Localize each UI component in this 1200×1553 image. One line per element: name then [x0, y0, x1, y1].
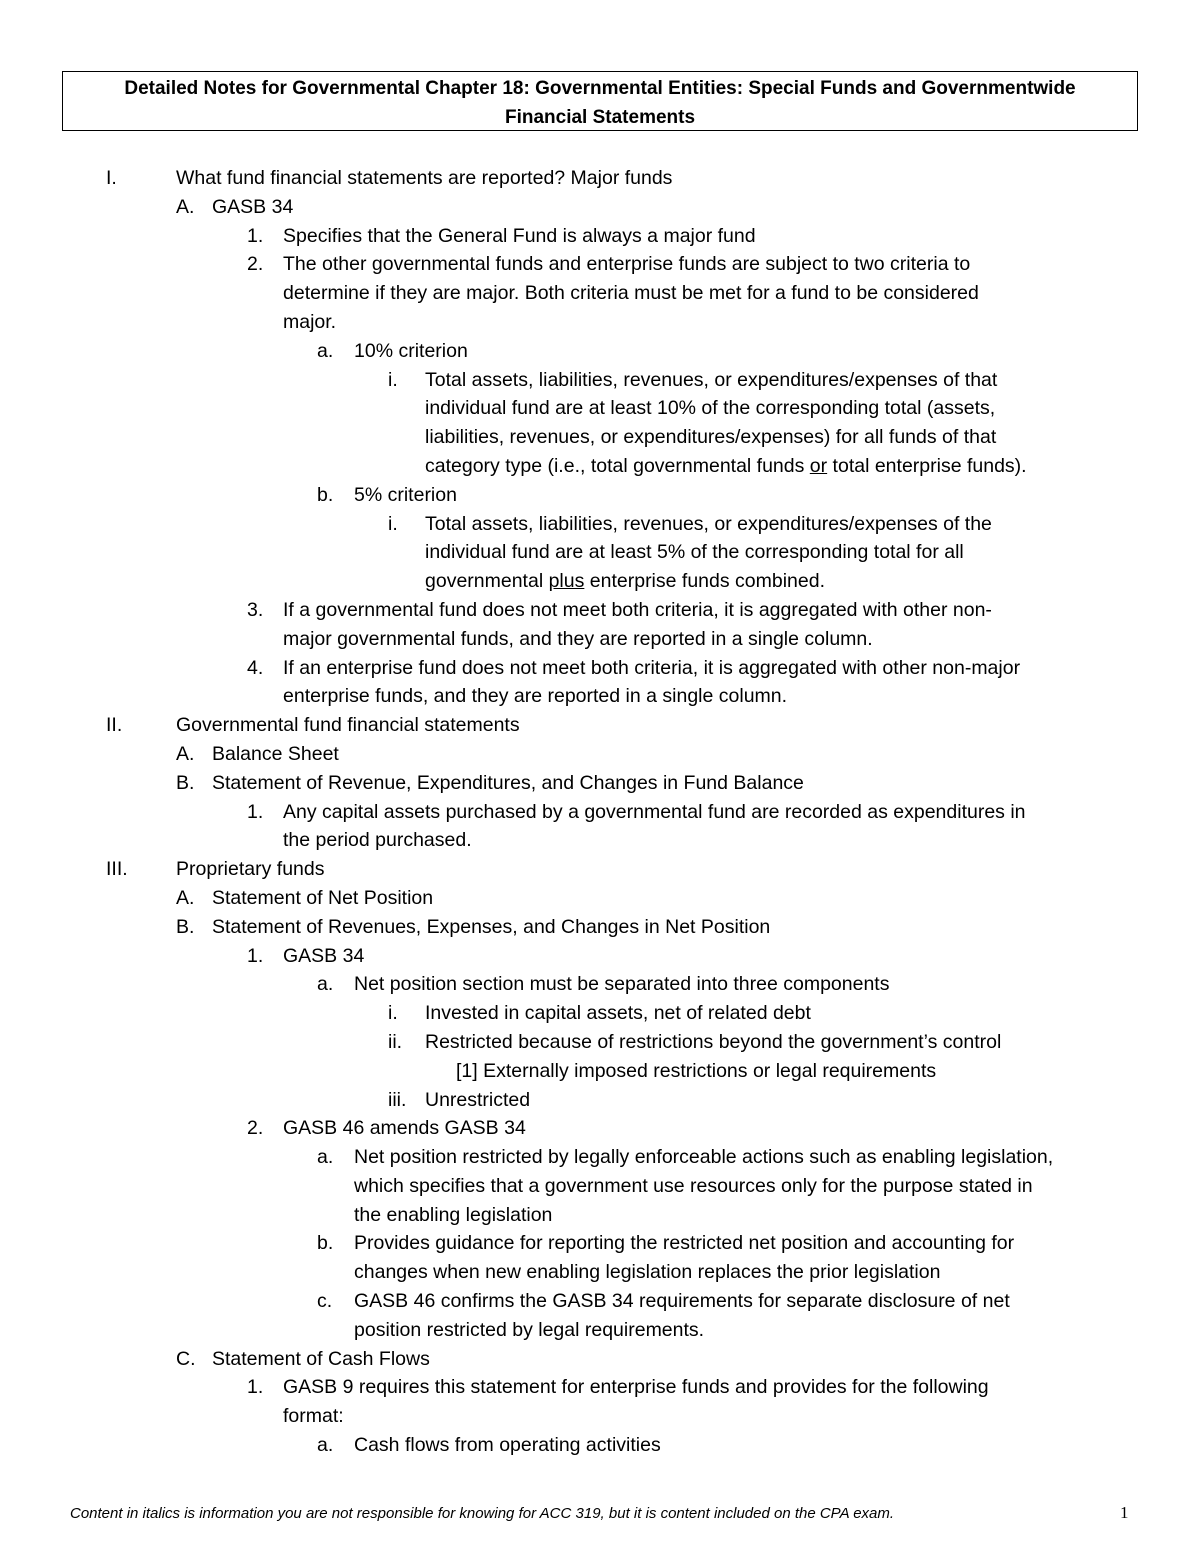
document-title — [62, 71, 1138, 131]
outline-item-text: individual fund are at least 10% of the corresponding total (assets, — [425, 397, 996, 420]
underlined-emphasis: plus — [548, 570, 585, 593]
outline-item-label: A. — [176, 195, 195, 218]
outline-item — [0, 1143, 1200, 1229]
outline-item-label: a. — [317, 1146, 334, 1169]
outline-item-text: If an enterprise fund does not meet both criteria, it is aggregated with other non-major — [283, 656, 1021, 679]
outline-item-text: GASB 46 confirms the GASB 34 requirements for separate disclosure of net — [354, 1290, 1010, 1313]
outline-item — [0, 913, 1200, 942]
outline-item — [0, 1373, 1200, 1431]
outline-item — [0, 855, 1200, 884]
outline-text-segment: governmental — [425, 570, 549, 593]
outline-text-segment: category type (i.e., total governmental funds — [425, 454, 810, 477]
outline-item — [0, 999, 1200, 1028]
outline-item — [0, 1057, 1200, 1086]
outline-item-label: II. — [106, 714, 123, 737]
outline-item-text: individual fund are at least 5% of the corresponding total for all — [425, 541, 964, 564]
outline-item-text: Governmental fund financial statements — [176, 714, 520, 737]
outline-item — [0, 654, 1200, 712]
outline-item-label: b. — [317, 483, 334, 506]
outline-item — [0, 337, 1200, 366]
outline-item-text: liabilities, revenues, or expenditures/expenses) for all funds of that — [425, 426, 997, 449]
outline-item-label: iii. — [388, 1088, 407, 1111]
outline-item-label: I. — [106, 167, 117, 189]
outline-item-text: Total assets, liabilities, revenues, or expenditures/expenses of that — [425, 368, 998, 391]
outline-text-segment: total enterprise funds). — [827, 454, 1027, 477]
outline-item — [0, 1287, 1200, 1345]
outline-item-text: major governmental funds, and they are reported in a single column. — [283, 627, 873, 650]
outline-item — [0, 596, 1200, 654]
underlined-emphasis: or — [809, 454, 828, 477]
outline-item-text: format: — [283, 1405, 344, 1428]
outline-item — [0, 1345, 1200, 1374]
outline-item — [0, 1114, 1200, 1143]
outline-item-text: GASB 9 requires this statement for enterprise funds and provides for the following — [283, 1376, 989, 1399]
outline-item-label: a. — [317, 1434, 334, 1457]
outline-item-label: 1. — [247, 1376, 264, 1399]
outline-item — [0, 366, 1200, 481]
outline-item-text: changes when new enabling legislation replaces the prior legislation — [354, 1261, 941, 1284]
outline-item-text: Statement of Net Position — [212, 886, 434, 909]
outline-body — [0, 164, 1200, 1460]
outline-item-text: Any capital assets purchased by a governmental fund are recorded as expenditures in — [283, 800, 1026, 823]
title-line-2: Financial Statements — [504, 107, 696, 128]
outline-item — [0, 711, 1200, 740]
outline-item-label: III. — [106, 858, 128, 881]
outline-item-text: Proprietary funds — [176, 858, 325, 881]
outline-item — [0, 193, 1200, 222]
outline-text-segment: enterprise funds combined. — [584, 570, 825, 593]
outline-item-text: Net position section must be separated into three components — [354, 973, 890, 996]
outline-item-label: B. — [176, 915, 195, 938]
outline-item-text: If a governmental fund does not meet both criteria, it is aggregated with other non- — [283, 598, 992, 621]
outline-item — [0, 970, 1200, 999]
outline-item-label: 1. — [247, 944, 264, 967]
outline-item-label: a. — [317, 973, 334, 996]
outline-item-text: Specifies that the General Fund is always a major fund — [283, 224, 756, 247]
outline-item-text: Restricted because of restrictions beyond the government’s control — [425, 1030, 1002, 1053]
outline-item-text: position restricted by legal requirements. — [354, 1318, 705, 1341]
outline-item-text: Total assets, liabilities, revenues, or expenditures/expenses of the — [425, 512, 992, 535]
outline-item-text: the enabling legislation — [354, 1203, 553, 1226]
outline-item-label: 4. — [247, 656, 264, 679]
outline-item-text: Cash flows from operating activities — [354, 1434, 661, 1457]
page-number: 1 — [1120, 1503, 1129, 1522]
outline-item-label: 2. — [247, 253, 264, 276]
outline-item-text: 5% criterion — [354, 483, 457, 506]
outline-item-label: b. — [317, 1232, 334, 1255]
outline-item — [0, 1086, 1200, 1115]
outline-item-text: Net position restricted by legally enforceable actions such as enabling legislation, — [354, 1146, 1054, 1169]
outline-item-text: major. — [283, 310, 337, 333]
outline-item — [0, 769, 1200, 798]
outline-item-label: i. — [388, 368, 398, 391]
title-line-1: Detailed Notes for Governmental Chapter 18: Governmental Entities: Special Funds and Governmentwide — [124, 78, 1076, 99]
outline-item-text: What fund financial statements are reported? Major funds — [176, 167, 673, 189]
page-footer-note: Content in italics is information you are not responsible for knowing for ACC 319, but it is content included on the CPA exam. — [70, 1505, 895, 1522]
outline-item-text: which specifies that a government use resources only for the purpose stated in — [354, 1174, 1033, 1197]
outline-item-label: 1. — [247, 800, 264, 823]
outline-item — [0, 884, 1200, 913]
outline-item-label: A. — [176, 742, 195, 765]
outline-item — [0, 942, 1200, 971]
outline-item-text: enterprise funds, and they are reported in a single column. — [283, 685, 788, 708]
outline-item — [0, 1028, 1200, 1057]
outline-item-text: GASB 46 amends GASB 34 — [283, 1117, 526, 1140]
outline-item-label: a. — [317, 339, 334, 362]
outline-item-label: A. — [176, 886, 195, 909]
outline-item-text — [425, 452, 1130, 481]
outline-item-text: [1] Externally imposed restrictions or legal requirements — [456, 1059, 937, 1082]
outline-item-text — [425, 567, 1130, 596]
outline-item — [0, 510, 1200, 596]
outline-item — [0, 481, 1200, 510]
outline-item-text: GASB 34 — [212, 195, 294, 218]
outline-item-text: Invested in capital assets, net of related debt — [425, 1002, 811, 1025]
outline-item — [0, 798, 1200, 856]
outline-item — [0, 222, 1200, 251]
outline-item-label: i. — [388, 1002, 398, 1025]
outline-item-text: The other governmental funds and enterprise funds are subject to two criteria to — [283, 253, 971, 276]
outline-item-text: GASB 34 — [283, 944, 365, 967]
outline-item-label: i. — [388, 512, 398, 535]
outline-item-text: Unrestricted — [425, 1088, 531, 1111]
outline-item — [0, 250, 1200, 336]
outline-item-text: Balance Sheet — [212, 742, 339, 765]
outline-item-text: the period purchased. — [283, 829, 472, 852]
outline-item — [0, 164, 1200, 193]
outline-item-text: determine if they are major. Both criteria must be met for a fund to be considered — [283, 282, 979, 305]
outline-item — [0, 1431, 1200, 1460]
outline-item-label: B. — [176, 771, 195, 794]
outline-item-text: Statement of Revenues, Expenses, and Changes in Net Position — [212, 915, 771, 938]
outline-item-text: Statement of Cash Flows — [212, 1347, 430, 1370]
outline-item-text: Provides guidance for reporting the restricted net position and accounting for — [354, 1232, 1015, 1255]
outline-item-label: ii. — [388, 1030, 403, 1053]
outline-item — [0, 740, 1200, 769]
outline-item-text: Statement of Revenue, Expenditures, and Changes in Fund Balance — [212, 771, 804, 794]
outline-item-label: 1. — [247, 224, 264, 247]
outline-item-label: 2. — [247, 1117, 264, 1140]
outline-item-label: 3. — [247, 598, 264, 621]
outline-item-label: C. — [176, 1347, 196, 1370]
outline-item-text: 10% criterion — [354, 339, 468, 362]
outline-item-label: c. — [317, 1290, 333, 1313]
outline-item — [0, 1229, 1200, 1287]
